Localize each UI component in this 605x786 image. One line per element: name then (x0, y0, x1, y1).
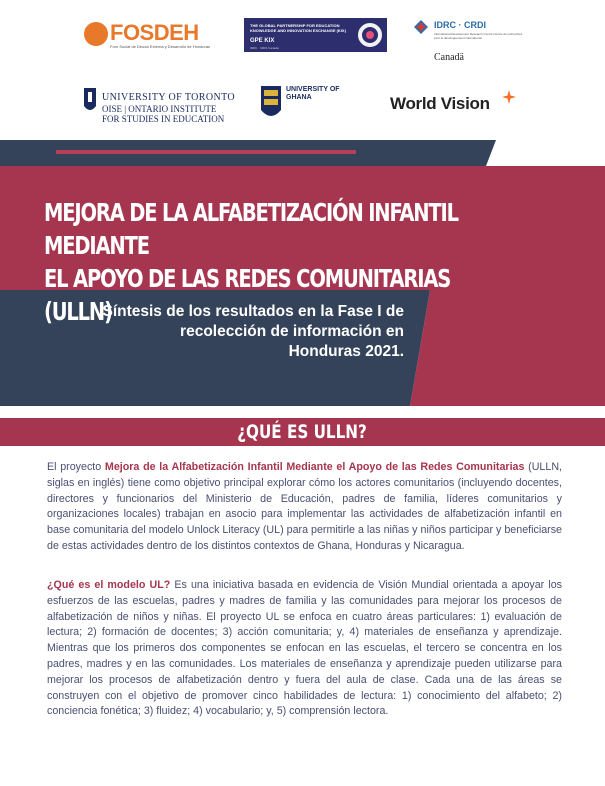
world-vision-star-icon (502, 90, 516, 104)
ughana-logo (260, 84, 342, 126)
subtitle-line1: Síntesis de los resultados en la Fase I de (102, 303, 404, 320)
uoft-oise-logo (82, 84, 242, 124)
subtitle-line2: recolección de información en (180, 323, 404, 340)
paragraph-ul-model (47, 578, 562, 720)
ughana-crest-icon (260, 84, 282, 122)
section-title-text: ¿QUÉ ES ULLN? (237, 421, 368, 443)
title-line2: EL APOYO DE LAS REDES COMUNITARIAS (ULLN) (44, 264, 451, 326)
world-vision-name: World Vision (390, 94, 490, 113)
gpe-kix-logo (244, 18, 387, 52)
gpe-kix-line3: IDRC · CRDI Canada (250, 46, 279, 50)
section-title (0, 418, 605, 446)
ughana-name: UNIVERSITY OF GHANA (286, 86, 340, 101)
world-vision-logo (390, 90, 520, 116)
header-accent-line (56, 150, 356, 154)
page-subtitle (20, 302, 404, 362)
uoft-line3: FOR STUDIES IN EDUCATION (102, 114, 225, 124)
fosdeh-logo (84, 20, 224, 52)
p1-rest: (ULLN, siglas en inglés) tiene como objetivo principal explorar cómo los actores comunitarios (incluyendo docentes, directores y funcionarios del Ministerio de Educación, padres de familia, líderes comunitarios y organizaciones locales) trabajan en asocio para implementar las actividades de alfabetización infantil en base comunitaria del modelo Unlock Literacy (UL) para permitirle a las niñas y niños participar y beneficiarse de estas actividades dentro de los distintos contextos de Ghana, Honduras y Nicaragua. (47, 461, 563, 552)
canada-wordmark: Canadä (434, 52, 464, 63)
p2-rest: Es una iniciativa basada en evidencia de Visión Mundial orientada a apoyar los esfuerzos de las escuelas, padres y madres de familia y las comunidades para mejorar los procesos de alfabetización de niños y niñas. El proyecto UL se enfoca en cuatro áreas particulares: 1) evaluación de lectura; 2) formación de docentes; 3) acción comunitaria; y, 4) materiales de enseñanza y aprendizaje. Mientras que los primeros dos componentes se enfocan en las escuelas, el tercero se concentra en los padres, madres y en las comunidades. Los materiales de enseñanza y aprendizaje pueden utilizarse para mejorar los procesos de alfabetización dentro y fuera del aula de clase. Cada una de las áreas se construyen con el objetivo de promover cinco habilidades de lectura: 1) conocimiento del alfabeto; 2) conciencia fonética; 3) fluidez; 4) vocabulario; y, 5) comprensión lectora. (47, 579, 562, 718)
gpe-kix-line2: GPE KIX (250, 38, 275, 44)
title-line1: MEJORA DE LA ALFABETIZACIÓN INFANTIL MEDIANTE (44, 198, 458, 260)
p1-start: El proyecto (47, 461, 105, 473)
fosdeh-tagline: Foro Social de Deuda Externa y Desarrollo de Honduras (110, 44, 211, 49)
idrc-logo (414, 18, 524, 66)
idrc-diamond-icon (414, 20, 428, 34)
uoft-crest-icon (82, 84, 98, 120)
uoft-line1: UNIVERSITY OF TORONTO (102, 92, 236, 103)
p2-highlight: ¿Qué es el modelo UL? (47, 579, 171, 591)
subtitle-line3: Honduras 2021. (288, 343, 404, 360)
uoft-line2: OISE | ONTARIO INSTITUTE (102, 104, 217, 114)
idrc-name: IDRC · CRDI (434, 20, 486, 30)
gpe-swirl-icon (357, 21, 383, 49)
gpe-kix-line1: THE GLOBAL PARTNERSHIP FOR EDUCATION KNOWLEDGE AND INNOVATION EXCHANGE (KIX) (250, 23, 346, 33)
idrc-subtitle: International Development Research Centre Centre de recherches pour le développement international (434, 32, 523, 40)
paragraph-ulln (47, 460, 562, 555)
fosdeh-handshake-icon (84, 22, 108, 46)
p1-highlight: Mejora de la Alfabetización Infantil Mediante el Apoyo de las Redes Comunitarias (104, 461, 525, 473)
fosdeh-name: FOSDEH (110, 20, 199, 45)
